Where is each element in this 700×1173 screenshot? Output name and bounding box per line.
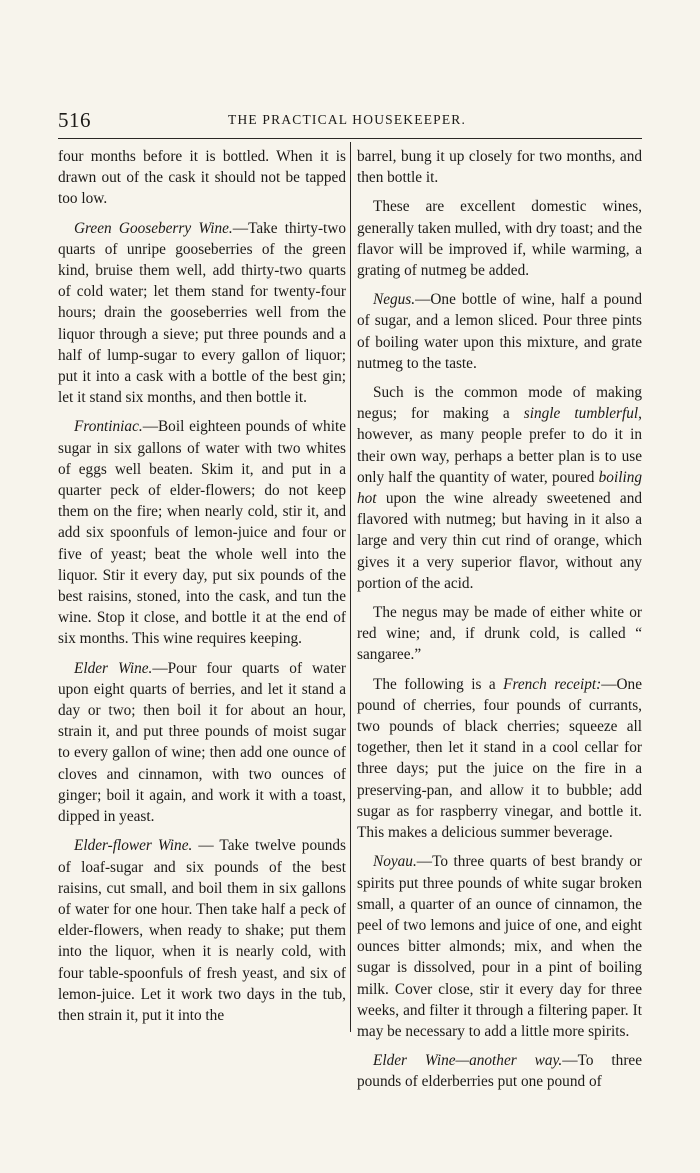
recipe-title: Noyau. [373,853,417,871]
recipe-negus [357,289,642,374]
recipe-noyau [357,851,642,1042]
recipe-text: —Boil eighteen pounds of white sugar in six gallons of water with two whites of eggs well beaten. Skim it, and put in a quarter peck of elder-flowers; do not keep them on the fire; when nearly cold, stir it, and add six spoonfuls of lemon-juice and four or five of yeast; beat the whole well into the liquor. Stir it every day, put six pounds of the best raisins, stoned, into the cask, and tun the wine. Stop it close, and bottle it at the end of six months. This wine requires keeping. [58,418,346,648]
paragraph-text: These are excellent domestic wines, generally taken mulled, with dry toast; and the flavor will be improved if, while warming, a grating of nutmeg be added. [357,198,642,280]
recipe-text: —To three quarts of best brandy or spirits put three pounds of white sugar broken small, a quarter of an ounce of cinnamon, the peel of two lemons and juice of one, and eight ounces bitter almonds; mix, and when the sugar is dissolved, pour in a pint of boiling milk. Cover close, stir it every day for three weeks, and filter it through a filtering paper. It may be necessary to add a little more spirits. [357,853,642,1040]
recipe-text: —One bottle of wine, half a pound of sugar, and a lemon sliced. Pour three pints of boiling water upon this mixture, and grate nutmeg to the taste. [357,291,642,372]
recipe-elder-wine [58,658,346,828]
recipe-title: Frontiniac. [74,418,143,436]
emphasis-text: boiling hot [357,468,642,508]
left-column [58,146,346,1034]
paragraph-negus-mode [357,382,642,594]
recipe-title: French receipt: [503,675,602,693]
right-column [357,146,642,1101]
recipe-text: —One pound of cherries, four pounds of currants, two pounds of black cherries; squeeze all together, then let it stand in a cool cellar for three days; put the juice on the fire in a preserving-pan, and allow it to bubble; add sugar as for raspberry vinegar, and bottle it. This makes a delicious summer beverage. [357,675,642,842]
recipe-text: —To three pounds of elderberries put one pound of [357,1052,642,1091]
recipe-elder-wine-another-way [357,1050,642,1092]
paragraph-continuation [357,146,642,188]
paragraph-text: The following is a [373,675,504,693]
paragraph-text: upon the wine already sweetened and flavored with nutmeg; but having in it also a large and very thin cut rind of orange, which gives it a very superior flavor, without any portion of the acid. [357,490,642,592]
page-number: 516 [58,108,91,132]
recipe-text: —Pour four quarts of water upon eight quarts of berries, and let it stand a day or two; then boil it for about an hour, strain it, and put three pounds of moist sugar to every gallon of wine; then add one ounce of cloves and cinnamon, with two ounces of ginger; boil it again, and work it with a toast, dipped in yeast. [58,659,346,826]
recipe-text: — Take twelve pounds of loaf-sugar and six pounds of the best raisins, cut small, and boil them in six gallons of water for one hour. Then take half a peck of elder-flowers, when ready to shake; put them into the liquor, when it is nearly cold, with four table-spoonfuls of fresh yeast, and six of lemon-juice. Let it work two days in the tub, then strain it, put it into the [58,837,346,1024]
paragraph-text: The negus may be made of either white or red wine; and, if drunk cold, is called “ sangaree.” [357,604,642,664]
recipe-title: Elder Wine—another way. [373,1052,563,1070]
recipe-french-receipt [357,674,642,844]
paragraph-continuation [58,146,346,210]
column-divider [350,142,351,1032]
paragraph-text: four months before it is bottled. When it is drawn out of the cask it should not be tapped too low. [58,148,346,208]
emphasis-text: single tumblerful [523,405,639,423]
page-header [58,108,642,132]
recipe-green-gooseberry-wine [58,218,346,409]
recipe-frontiniac [58,416,346,649]
recipe-title: Elder-flower Wine. [74,837,193,855]
recipe-title: Negus. [373,291,416,309]
paragraph-text: barrel, bung it up closely for two months, and then bottle it. [357,148,642,187]
paragraph-text: , however, as many people prefer to do it in their own way, perhaps a better plan is to use only half the quantity of water, poured [357,405,642,486]
paragraph-text: Such is the common mode of making negus; for making a [357,384,642,423]
recipe-text: —Take thirty-two quarts of unripe gooseberries of the green kind, bruise them well, add thirty-two quarts of cold water; let them stand for twenty-four hours; drain the gooseberries well from the liquor through a sieve; put three pounds and a half of lump-sugar to every gallon of liquor; put it into a cask with a bottle of the best gin; let it stand six months, and then bottle it. [58,219,346,407]
running-head: THE PRACTICAL HOUSEKEEPER. [228,112,467,127]
recipe-elder-flower-wine [58,835,346,1026]
paragraph-sangaree [357,602,642,666]
paragraph-domestic-wines [357,196,642,281]
recipe-title: Elder Wine. [74,659,153,677]
recipe-title: Green Gooseberry Wine. [74,219,233,237]
header-rule [58,138,642,139]
